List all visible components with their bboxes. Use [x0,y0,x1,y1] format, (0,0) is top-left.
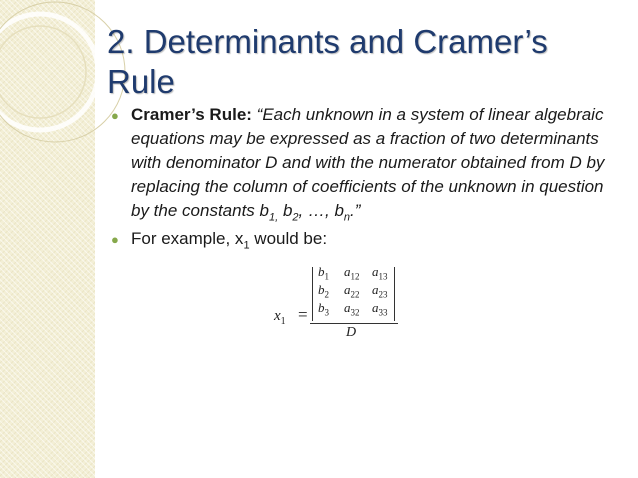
determinant-left-bar [312,267,313,321]
example-after: would be: [249,229,328,248]
example-text: For example, x [131,229,244,248]
quote-end: .” [350,201,361,220]
bullet-example [107,227,622,251]
cramer-formula [272,262,404,344]
ellipsis: , …, [298,201,330,220]
bullet-lead: Cramer’s Rule: [131,105,252,124]
constant-b2: $b_2$ [282,201,299,224]
bullet-icon: ● [111,108,119,123]
formula-equals: = [298,305,308,324]
example-sub: 1 [243,239,250,252]
matrix-cell: $a_{13}$ [372,264,388,282]
matrix-cell: $b_3$ [318,300,329,318]
slide-content [107,103,622,251]
matrix-cell: $b_2$ [318,282,329,300]
matrix-cell: $a_{12}$ [344,264,360,282]
formula-denominator: D [346,325,357,340]
fraction-line [310,323,398,324]
matrix-cell: $a_{33}$ [372,300,388,318]
slide-title: 2. Determinants and Cramer’s Rule [107,23,548,100]
bullet-quote: “Each unknown in a system of linear algebraic equations may be expressed as a fraction of two determinants with denominator D and with the numerator obtained from D by replacing the column of coefficients of the unknown in question by the constants [131,105,605,220]
matrix-cell: $a_{32}$ [344,300,360,318]
matrix-cell: $b_1$ [318,264,329,282]
matrix-cell: $a_{23}$ [372,282,388,300]
bullet-cramers-rule [107,103,622,223]
matrix-cell: $a_{22}$ [344,282,360,300]
determinant-right-bar [394,267,395,321]
bullet-icon: ● [111,232,119,247]
constant-b1: $b_{1,}$ [259,201,279,224]
formula-lhs: $x_1$ [274,308,286,327]
constant-bn: $b_n$ [334,201,351,224]
